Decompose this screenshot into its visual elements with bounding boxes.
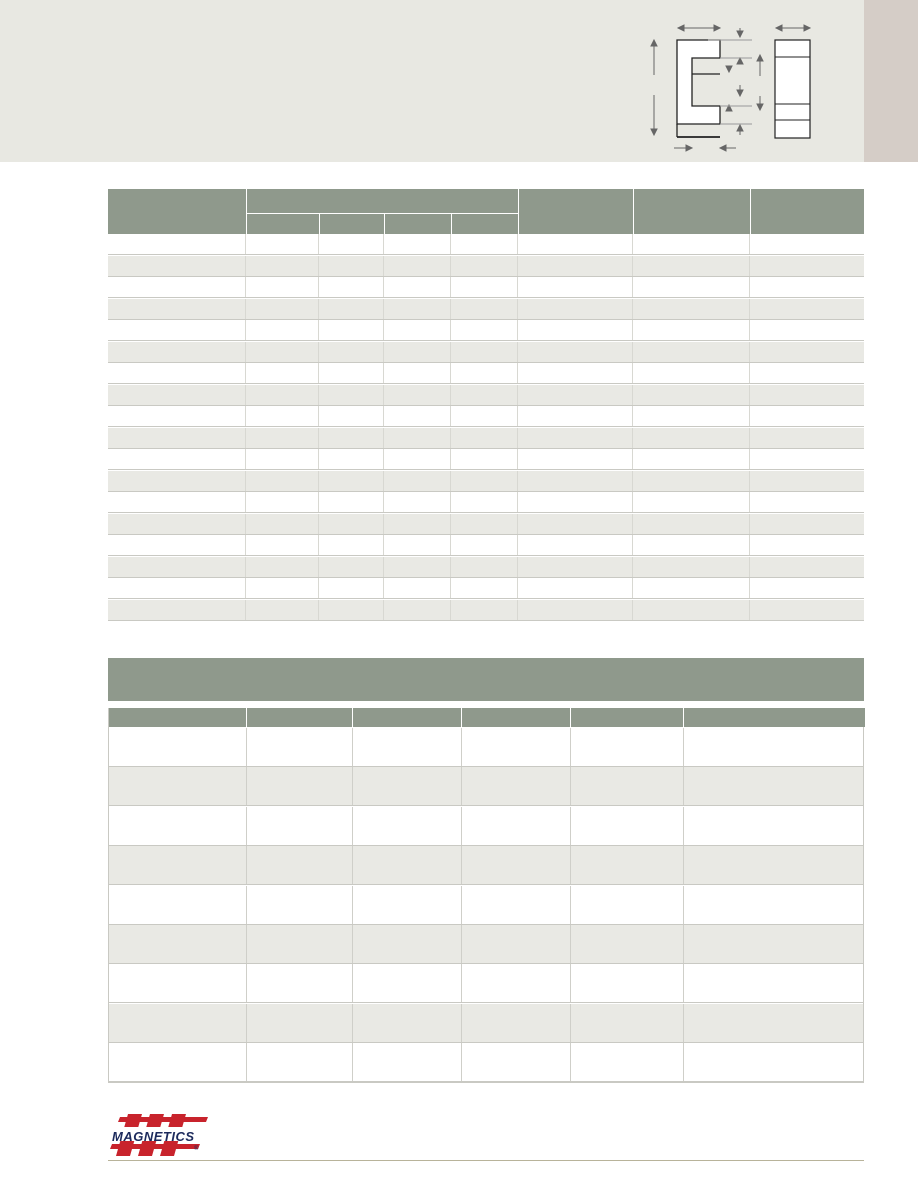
table-cell — [108, 449, 246, 469]
table-cell — [750, 471, 864, 491]
table-cell — [518, 578, 633, 598]
table-cell — [384, 514, 451, 534]
table-cell — [518, 385, 633, 405]
table-cell — [247, 846, 353, 884]
table-cell — [633, 428, 750, 448]
table-row — [108, 234, 864, 255]
table-cell — [518, 299, 633, 319]
table-row — [108, 600, 864, 621]
table-cell — [246, 492, 319, 512]
header-divider — [319, 213, 320, 234]
table-cell — [353, 1004, 462, 1042]
table-cell — [750, 449, 864, 469]
table-cell — [451, 535, 518, 555]
table-row — [108, 299, 864, 320]
table-cell — [384, 342, 451, 362]
table-cell — [384, 492, 451, 512]
table-cell — [684, 1004, 863, 1042]
specs-table-header — [109, 708, 865, 727]
table-cell — [247, 767, 353, 805]
table-cell — [319, 385, 384, 405]
table-cell — [633, 277, 750, 297]
table-cell — [633, 234, 750, 254]
table-cell — [247, 807, 353, 845]
table-cell — [247, 1004, 353, 1042]
table-cell — [451, 363, 518, 383]
footer-rule — [108, 1160, 864, 1161]
table-cell — [518, 492, 633, 512]
table-cell — [462, 846, 571, 884]
table-cell — [750, 600, 864, 620]
table-cell — [246, 385, 319, 405]
table-cell — [750, 277, 864, 297]
specs-table — [108, 708, 864, 1083]
table-cell — [750, 406, 864, 426]
table-cell — [633, 342, 750, 362]
table-cell — [750, 385, 864, 405]
table-cell — [246, 600, 319, 620]
table-row — [109, 886, 863, 925]
table-cell — [633, 406, 750, 426]
table-cell — [108, 385, 246, 405]
table-cell — [633, 363, 750, 383]
table-cell — [384, 578, 451, 598]
table-cell — [518, 320, 633, 340]
table-cell — [247, 925, 353, 963]
table-cell — [319, 234, 384, 254]
table-cell — [633, 557, 750, 577]
table-cell — [319, 471, 384, 491]
table-cell — [247, 728, 353, 766]
table-cell — [246, 234, 319, 254]
table-cell — [246, 342, 319, 362]
table-cell — [319, 600, 384, 620]
table-cell — [750, 342, 864, 362]
table-row — [108, 256, 864, 277]
table-cell — [684, 886, 863, 924]
table-cell — [451, 492, 518, 512]
table-cell — [246, 256, 319, 276]
table-row — [109, 964, 863, 1003]
table-cell — [451, 385, 518, 405]
table-cell — [353, 925, 462, 963]
table-cell — [108, 578, 246, 598]
table-cell — [571, 807, 684, 845]
table-cell — [571, 728, 684, 766]
table-row — [108, 514, 864, 535]
table-cell — [750, 557, 864, 577]
table-cell — [750, 428, 864, 448]
table-cell — [750, 535, 864, 555]
table-cell — [353, 728, 462, 766]
table-cell — [451, 320, 518, 340]
table-cell — [247, 886, 353, 924]
table-cell — [108, 535, 246, 555]
table-cell — [451, 428, 518, 448]
table-cell — [246, 449, 319, 469]
table-cell — [633, 449, 750, 469]
table-cell — [246, 514, 319, 534]
table-cell — [108, 471, 246, 491]
table-cell — [246, 320, 319, 340]
table-cell — [462, 886, 571, 924]
table-cell — [108, 428, 246, 448]
table-cell — [384, 428, 451, 448]
table-cell — [750, 234, 864, 254]
table-cell — [462, 1043, 571, 1081]
table-cell — [684, 925, 863, 963]
table-cell — [108, 492, 246, 512]
table-cell — [633, 320, 750, 340]
table-cell — [462, 925, 571, 963]
table-cell — [384, 385, 451, 405]
table-cell — [246, 535, 319, 555]
table-row — [108, 342, 864, 363]
table-cell — [633, 471, 750, 491]
table-cell — [246, 406, 319, 426]
table-cell — [319, 406, 384, 426]
table-cell — [462, 1004, 571, 1042]
table-cell — [518, 256, 633, 276]
table-cell — [684, 728, 863, 766]
table-cell — [108, 600, 246, 620]
table-cell — [353, 767, 462, 805]
table-cell — [462, 767, 571, 805]
table-cell — [109, 925, 247, 963]
table-cell — [384, 557, 451, 577]
registered-mark: ® — [194, 1146, 199, 1152]
table-cell — [319, 277, 384, 297]
table-cell — [353, 846, 462, 884]
table-cell — [246, 578, 319, 598]
header-subrule — [246, 213, 518, 214]
table-cell — [633, 514, 750, 534]
table-cell — [109, 1043, 247, 1081]
table-cell — [518, 342, 633, 362]
header-divider — [384, 213, 385, 234]
table-row — [109, 925, 863, 964]
table-row — [109, 807, 863, 846]
header-divider — [246, 189, 247, 234]
table-cell — [108, 342, 246, 362]
table-cell — [571, 925, 684, 963]
table-cell — [451, 578, 518, 598]
dimensions-table — [108, 189, 864, 623]
table-row — [108, 385, 864, 406]
table-cell — [319, 320, 384, 340]
table-cell — [109, 807, 247, 845]
table-cell — [684, 807, 863, 845]
table-cell — [633, 256, 750, 276]
table-cell — [571, 1043, 684, 1081]
table-cell — [518, 428, 633, 448]
table-cell — [750, 514, 864, 534]
table-cell — [384, 320, 451, 340]
side-tab — [864, 0, 918, 162]
table-cell — [518, 449, 633, 469]
table-row — [109, 846, 863, 885]
table-cell — [384, 600, 451, 620]
table-cell — [109, 1004, 247, 1042]
table-cell — [384, 299, 451, 319]
table-cell — [247, 1043, 353, 1081]
table-row — [108, 449, 864, 470]
table-cell — [108, 514, 246, 534]
table-cell — [384, 363, 451, 383]
table-cell — [518, 535, 633, 555]
table-cell — [353, 1043, 462, 1081]
table-cell — [108, 234, 246, 254]
table-cell — [108, 277, 246, 297]
table-cell — [247, 964, 353, 1002]
table-row — [108, 320, 864, 341]
table-cell — [451, 471, 518, 491]
table-cell — [684, 1043, 863, 1081]
header-divider — [518, 189, 519, 234]
table-cell — [518, 363, 633, 383]
table-cell — [750, 299, 864, 319]
header-divider — [451, 213, 452, 234]
table-cell — [750, 320, 864, 340]
table-row — [108, 277, 864, 298]
table-row — [108, 471, 864, 492]
table-cell — [571, 767, 684, 805]
header-divider — [750, 189, 751, 234]
table-cell — [451, 514, 518, 534]
table-cell — [518, 234, 633, 254]
table-cell — [633, 385, 750, 405]
table-cell — [571, 964, 684, 1002]
table-row — [108, 535, 864, 556]
table-cell — [384, 406, 451, 426]
table-cell — [109, 886, 247, 924]
table-cell — [246, 557, 319, 577]
table-cell — [633, 600, 750, 620]
table-cell — [384, 449, 451, 469]
table-cell — [384, 234, 451, 254]
table-cell — [246, 471, 319, 491]
table-cell — [633, 535, 750, 555]
table-cell — [319, 363, 384, 383]
table-cell — [750, 492, 864, 512]
table-cell — [571, 846, 684, 884]
table-cell — [246, 428, 319, 448]
header-divider — [633, 189, 634, 234]
table-cell — [109, 767, 247, 805]
table-cell — [319, 535, 384, 555]
table-cell — [384, 471, 451, 491]
table-row — [108, 428, 864, 449]
table-cell — [451, 600, 518, 620]
table-cell — [246, 363, 319, 383]
table-cell — [518, 600, 633, 620]
table-cell — [451, 234, 518, 254]
table-cell — [319, 256, 384, 276]
table-cell — [750, 578, 864, 598]
table-cell — [353, 807, 462, 845]
table-cell — [451, 256, 518, 276]
table-row — [109, 1043, 863, 1082]
table-cell — [518, 406, 633, 426]
table-cell — [384, 277, 451, 297]
table-cell — [108, 256, 246, 276]
table-cell — [319, 557, 384, 577]
table-cell — [246, 299, 319, 319]
brand-name: MAGNETICS — [112, 1129, 195, 1144]
table-cell — [384, 256, 451, 276]
table-cell — [353, 964, 462, 1002]
table-cell — [109, 846, 247, 884]
table-cell — [633, 299, 750, 319]
table-cell — [451, 277, 518, 297]
table-row — [109, 728, 863, 767]
table-row — [109, 1004, 863, 1043]
table-cell — [571, 886, 684, 924]
table-cell — [319, 299, 384, 319]
table-cell — [451, 449, 518, 469]
table-cell — [462, 964, 571, 1002]
table-cell — [750, 256, 864, 276]
e-core-diagram-icon — [640, 20, 820, 160]
specs-table-title-band — [108, 658, 864, 701]
table-cell — [451, 342, 518, 362]
table-cell — [109, 964, 247, 1002]
table-cell — [108, 299, 246, 319]
table-cell — [684, 846, 863, 884]
table-row — [108, 406, 864, 427]
table-cell — [451, 406, 518, 426]
table-row — [109, 767, 863, 806]
table-cell — [108, 320, 246, 340]
table-cell — [108, 406, 246, 426]
table-cell — [684, 767, 863, 805]
table-cell — [684, 964, 863, 1002]
table-cell — [319, 342, 384, 362]
table-cell — [451, 299, 518, 319]
table-cell — [108, 363, 246, 383]
table-row — [108, 492, 864, 513]
table-cell — [451, 557, 518, 577]
table-cell — [109, 728, 247, 766]
table-cell — [319, 449, 384, 469]
table-cell — [108, 557, 246, 577]
table-row — [108, 557, 864, 578]
table-row — [108, 363, 864, 384]
table-cell — [353, 886, 462, 924]
table-cell — [384, 535, 451, 555]
table-cell — [462, 807, 571, 845]
table-cell — [633, 578, 750, 598]
table-cell — [518, 471, 633, 491]
table-cell — [571, 1004, 684, 1042]
table-cell — [518, 557, 633, 577]
table-cell — [518, 277, 633, 297]
table-cell — [319, 514, 384, 534]
table-cell — [319, 428, 384, 448]
table-cell — [246, 277, 319, 297]
table-cell — [750, 363, 864, 383]
table-cell — [518, 514, 633, 534]
table-row — [108, 578, 864, 599]
table-cell — [319, 578, 384, 598]
table-cell — [462, 728, 571, 766]
table-cell — [319, 492, 384, 512]
table-cell — [633, 492, 750, 512]
